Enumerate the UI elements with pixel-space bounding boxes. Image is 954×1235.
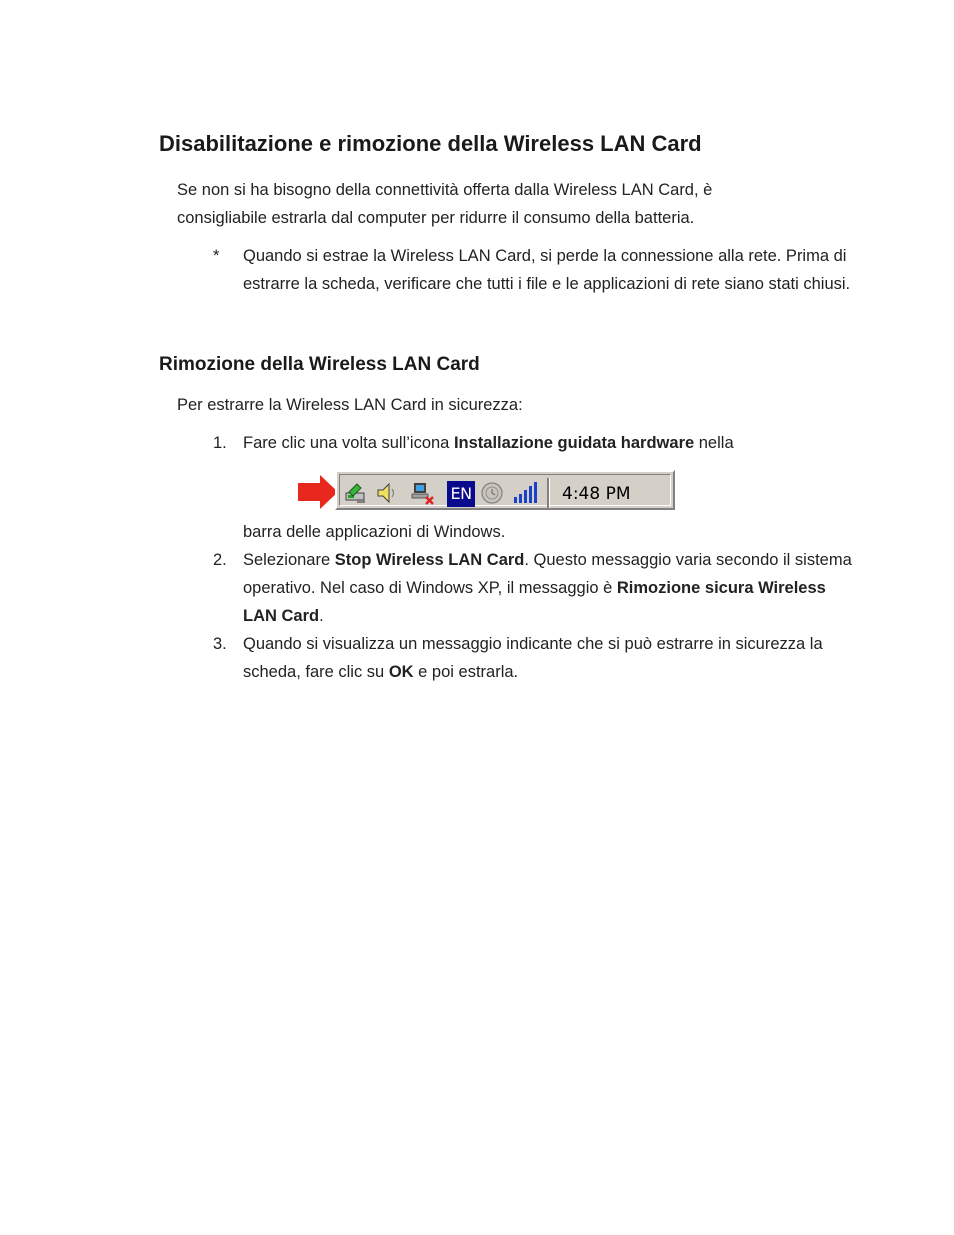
safely-remove-hardware-icon[interactable] xyxy=(343,480,369,506)
intro-paragraph xyxy=(177,176,817,232)
signal-strength-icon[interactable] xyxy=(512,480,538,506)
step-number: 1. xyxy=(213,434,227,452)
step-2 xyxy=(213,546,858,630)
step-text: Selezionare Stop Wireless LAN Card. Questo messaggio varia secondo il sistema operativo. Nel caso di Windows XP, il messaggio è Rimozione sicura Wireless LAN Card. xyxy=(243,551,852,625)
step-1 xyxy=(213,429,858,457)
step-text: Quando si visualizza un messaggio indicante che si può estrarre in sicurezza la scheda, fare clic su OK e poi estrarla. xyxy=(243,635,823,681)
note-text: Quando si estrae la Wireless LAN Card, si perde la connessione alla rete. Prima di estrarre la scheda, verificare che tutti i file e le applicazioni di rete siano stati chiusi. xyxy=(243,247,851,293)
taskbar-illustration xyxy=(298,470,678,512)
section-heading: Disabilitazione e rimozione della Wireless LAN Card xyxy=(159,131,702,156)
step-number: 2. xyxy=(213,551,227,569)
clock-settings-icon[interactable] xyxy=(479,480,505,506)
system-tray xyxy=(335,470,675,510)
subsection-heading: Rimozione della Wireless LAN Card xyxy=(159,354,480,375)
note-marker: * xyxy=(213,247,220,265)
step-number: 3. xyxy=(213,635,227,653)
intro-line-2: consigliabile estrarla dal computer per ridurre il consumo della batteria. xyxy=(177,209,695,227)
intro-line-1: Se non si ha bisogno della connettività offerta dalla Wireless LAN Card, è xyxy=(177,181,713,199)
language-icon[interactable]: EN xyxy=(447,481,475,507)
note-item xyxy=(213,242,858,298)
tray-divider xyxy=(547,478,550,508)
steps-intro: Per estrarre la Wireless LAN Card in sicurezza: xyxy=(177,396,523,414)
red-arrow-icon xyxy=(298,475,338,509)
step-3 xyxy=(213,630,858,686)
step-bold-label: OK xyxy=(388,663,414,681)
step-bold-label: Stop Wireless LAN Card xyxy=(334,551,525,569)
step-text: Fare clic una volta sull’icona Installazione guidata hardware nella xyxy=(243,434,734,452)
network-disconnected-icon[interactable] xyxy=(410,480,436,506)
step-bold-label-2: Rimozione sicura Wireless LAN Card xyxy=(243,579,826,625)
step-bold-label: Installazione guidata hardware xyxy=(453,434,695,452)
step-1-continuation: barra delle applicazioni di Windows. xyxy=(243,523,506,541)
taskbar-clock[interactable]: 4:48 PM xyxy=(562,484,631,504)
volume-icon[interactable] xyxy=(373,480,399,506)
